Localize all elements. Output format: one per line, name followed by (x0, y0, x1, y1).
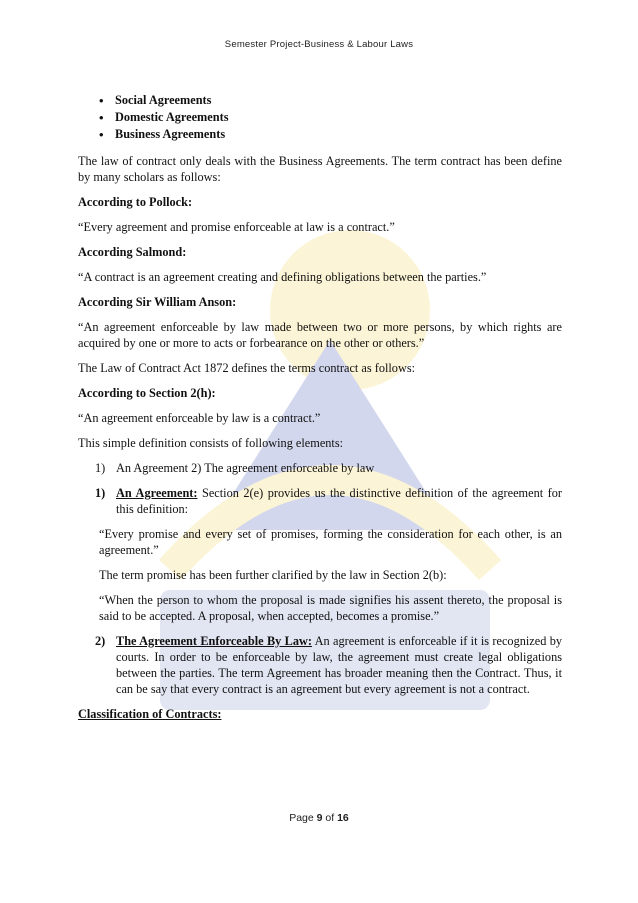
item-title: An Agreement: (116, 486, 198, 500)
item-number: 2) (95, 634, 106, 648)
page-footer (0, 812, 638, 824)
page-total: 16 (337, 812, 349, 824)
section-2h-heading: According to Section 2(h): (78, 386, 216, 400)
item-title: The Agreement Enforceable By Law: (116, 634, 312, 648)
list-item: • Social Agreements (78, 92, 562, 109)
page-content (78, 92, 562, 722)
act-paragraph: The Law of Contract Act 1872 defines the terms contract as follows: (78, 361, 416, 375)
footer-mid: of (322, 812, 338, 824)
anson-quote: “An agreement enforceable by law made between two or more persons, by which rights are acquired by one or more to acts or forbearance on the other or others.” (78, 320, 562, 350)
classification-heading: Classification of Contracts: (78, 707, 222, 721)
elements-text: An Agreement 2) The agreement enforceable by law (116, 461, 375, 475)
elements-number: 1) (95, 461, 106, 475)
intro-paragraph: The law of contract only deals with the Business Agreements. The term contract has been define by many scholars as follows: (78, 154, 562, 184)
promise-quote: “Every promise and every set of promises, forming the consideration for each other, is an agreement.” (99, 527, 562, 557)
elements-line (78, 460, 562, 476)
item-number: 1) (95, 486, 106, 500)
footer-prefix: Page (289, 812, 317, 824)
item-text: An agreement is enforceable if it is recognized by courts. In order to be enforceable by law, the agreement must create legal obligations between the parties. The term Agreement has broader meaning then the Contract. Thus, it can be say that every contract is an agreement but every agreement is not a contract. (116, 634, 562, 696)
anson-heading: According Sir William Anson: (78, 295, 237, 309)
item-text: Section 2(e) provides us the distinctive definition of the agreement for this definition: (116, 486, 562, 516)
proposal-quote: “When the person to whom the proposal is made signifies his assent thereto, the proposal is said to be accepted. A proposal, when accepted, becomes a promise.” (99, 593, 562, 623)
section-2h-quote: “An agreement enforceable by law is a contract.” (78, 411, 321, 425)
list-item: • Domestic Agreements (78, 109, 562, 126)
salmond-heading: According Salmond: (78, 245, 187, 259)
salmond-quote: “A contract is an agreement creating and defining obligations between the parties.” (78, 270, 487, 284)
list-item: • Business Agreements (78, 126, 562, 143)
agreement-type-list (78, 92, 562, 143)
item-agreement (78, 485, 562, 517)
item-enforceable (78, 633, 562, 697)
page-header: Semester Project-Business & Labour Laws (224, 39, 414, 50)
pollock-heading: According to Pollock: (78, 195, 193, 209)
pollock-quote: “Every agreement and promise enforceable at law is a contract.” (78, 220, 395, 234)
promise-clarified: The term promise has been further clarified by the law in Section 2(b): (99, 568, 447, 582)
page-number: 9 (316, 812, 323, 824)
simple-definition-paragraph: This simple definition consists of following elements: (78, 436, 344, 450)
